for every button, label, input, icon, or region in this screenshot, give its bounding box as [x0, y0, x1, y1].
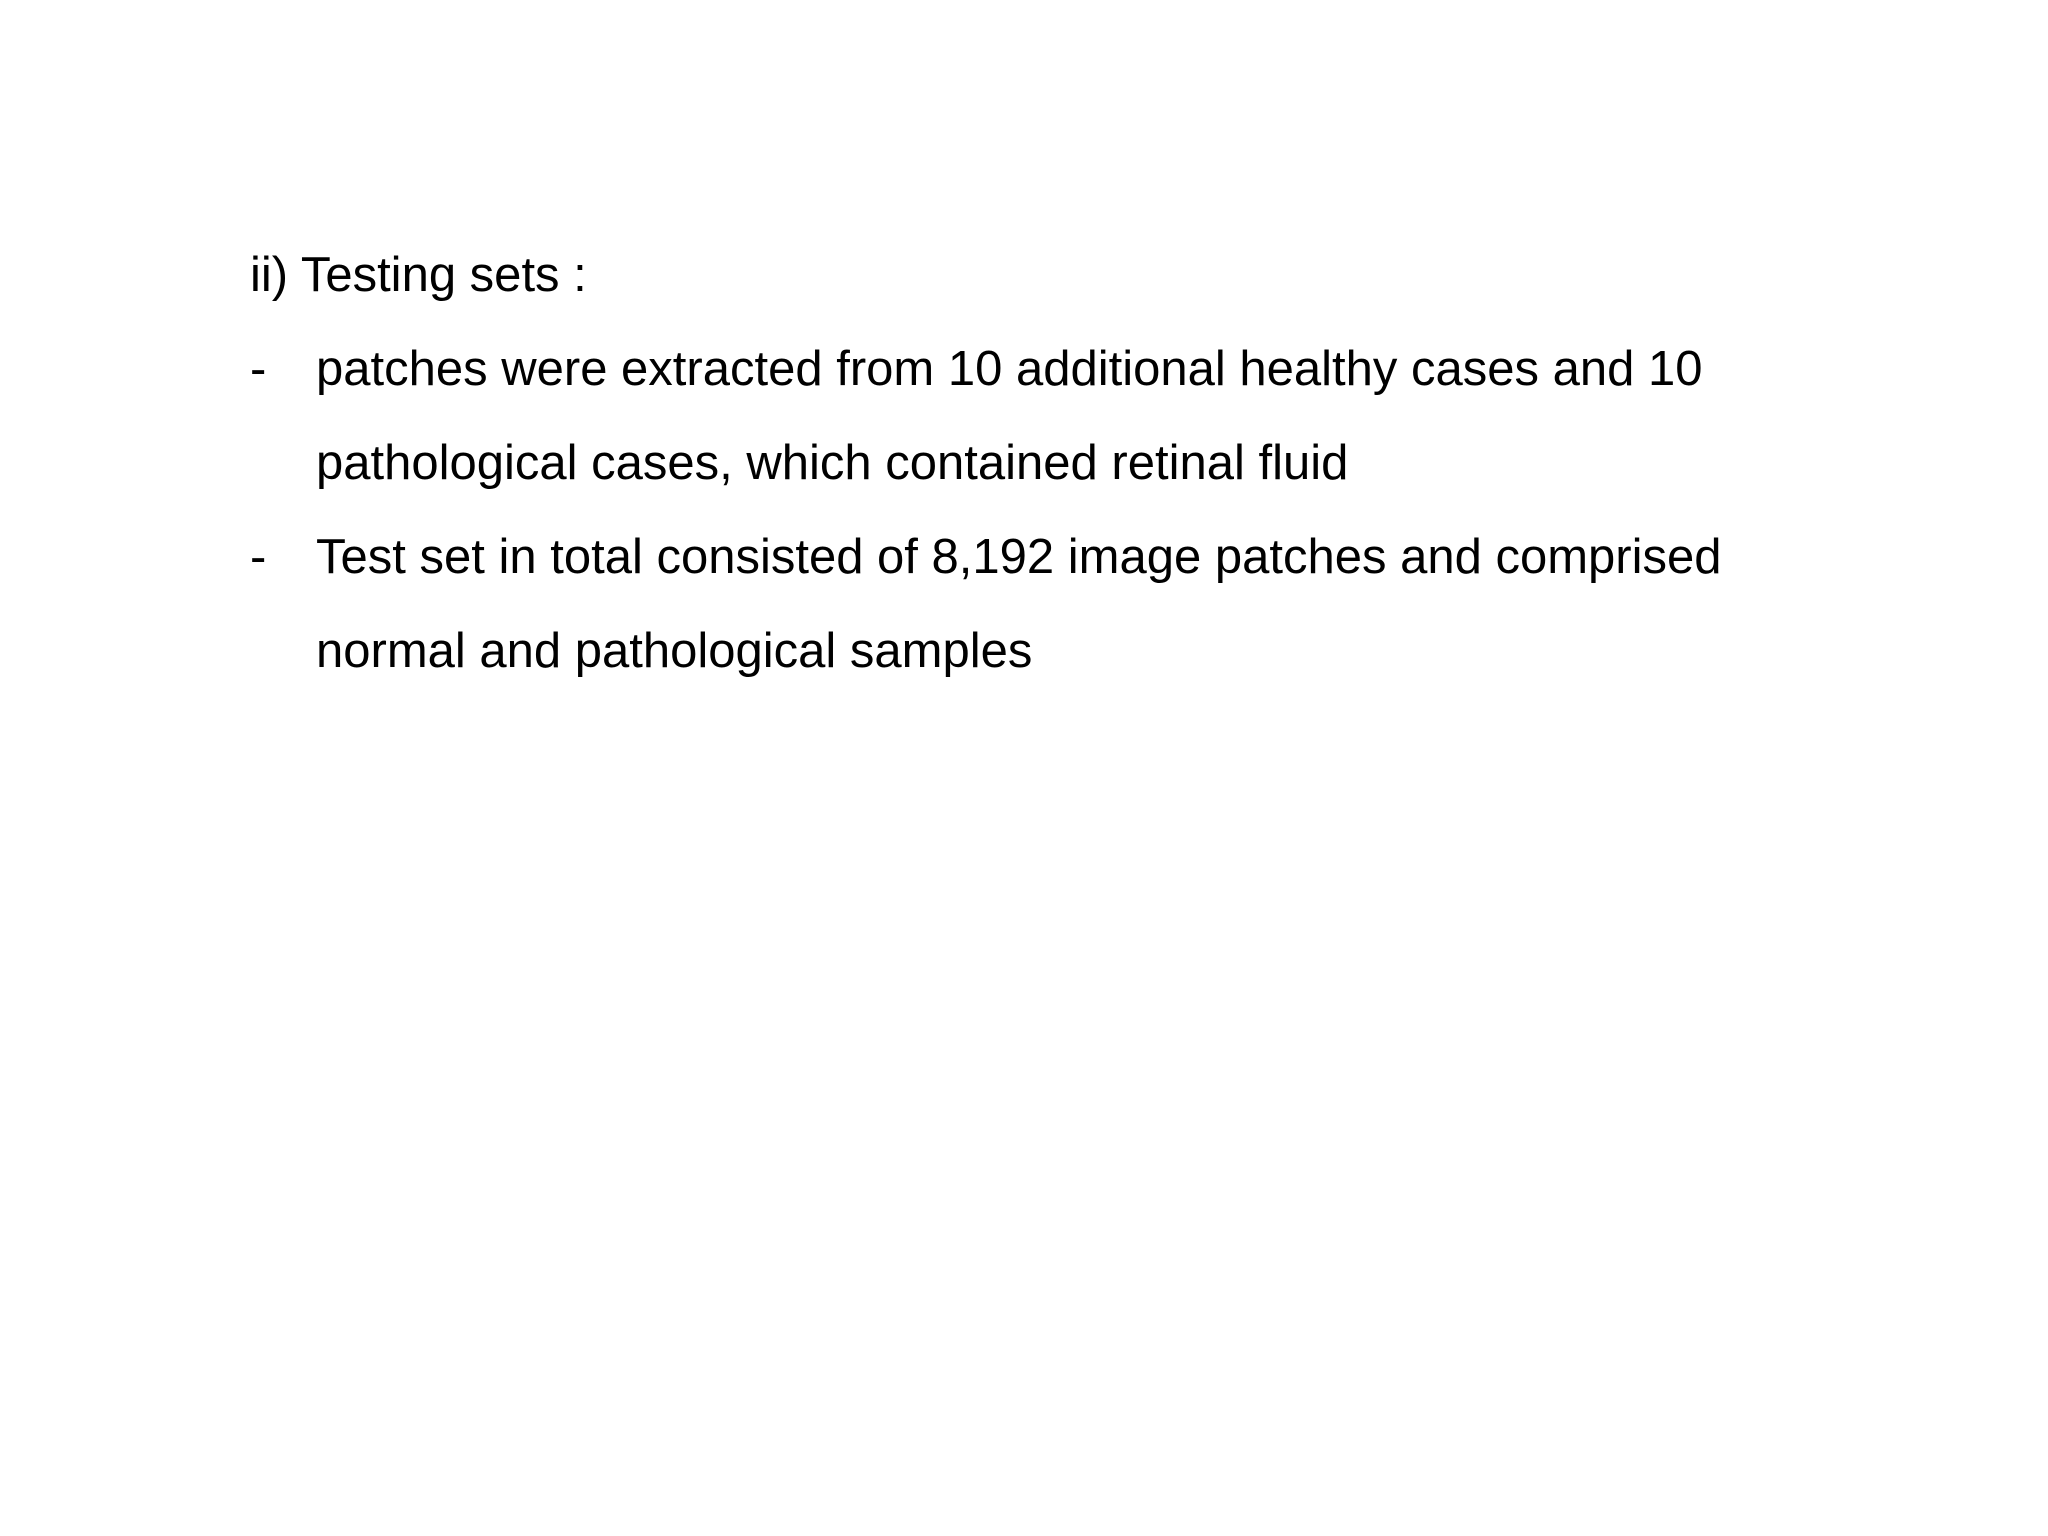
bullet-marker: -	[250, 342, 267, 396]
bullet-text-line: patches were extracted from 10 additional healthy cases and 10	[316, 342, 1703, 396]
slide-content	[250, 228, 1890, 698]
bullet-text-line: normal and pathological samples	[316, 624, 1033, 678]
bullet-list	[250, 322, 1890, 698]
bullet-item	[250, 322, 1890, 510]
bullet-marker: -	[250, 530, 267, 584]
bullet-text-line: Test set in total consisted of 8,192 image patches and comprised	[316, 530, 1722, 584]
bullet-text-line: pathological cases, which contained retinal fluid	[316, 436, 1349, 490]
bullet-item	[250, 510, 1890, 698]
section-heading: ii) Testing sets :	[250, 248, 587, 302]
